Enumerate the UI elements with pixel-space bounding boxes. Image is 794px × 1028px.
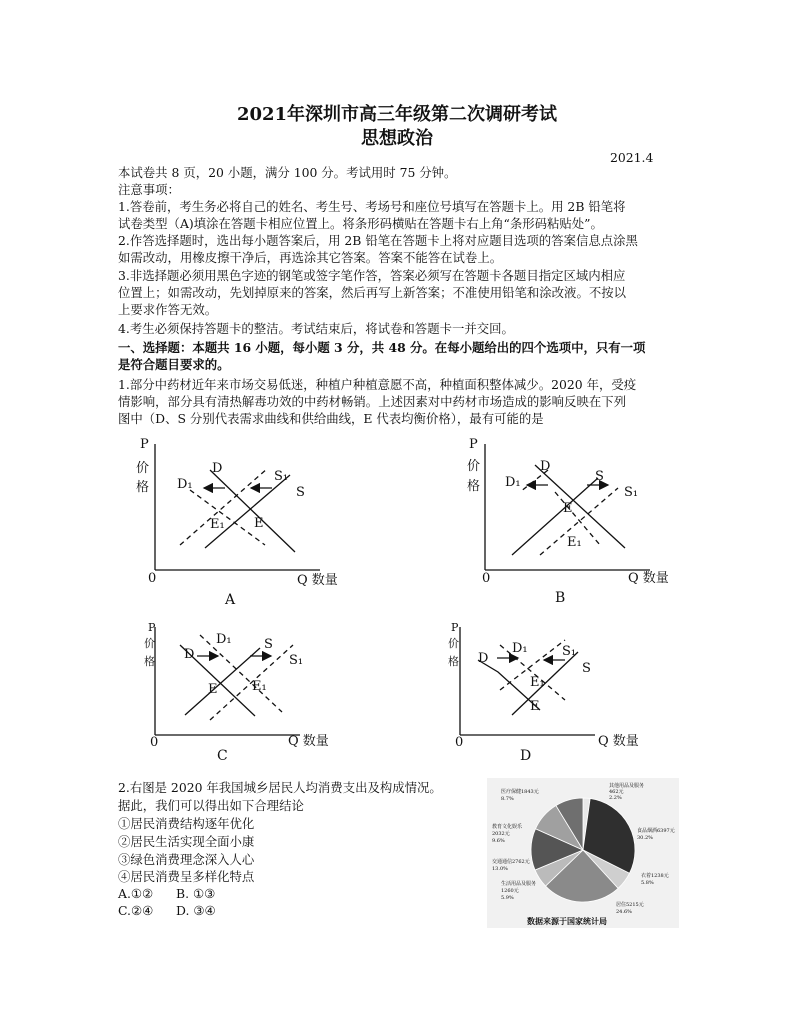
axis-q-label: Q 数量 bbox=[297, 573, 338, 588]
origin-label: 0 bbox=[482, 571, 491, 586]
pie-label: 8.7% bbox=[501, 796, 514, 802]
note-line: 位置上；如需改动，先划掉原来的答案，然后再写上新答案；不准使用铅笔和涂改液。不按以 bbox=[118, 285, 627, 300]
label-s: S bbox=[296, 485, 305, 500]
pie-label: 居住5215元 bbox=[616, 902, 644, 908]
exam-title: 2021年深圳市高三年级第二次调研考试 bbox=[236, 104, 558, 125]
graph-a bbox=[155, 444, 320, 570]
note-line: 2.作答选择题时，选出每小题答案后，用 2B 铅笔在答题卡上将对应题目选项的答案信息点涂黑 bbox=[118, 233, 638, 248]
axis-price-label: 价 bbox=[144, 637, 155, 650]
consumption-pie-chart bbox=[487, 778, 679, 928]
supply-curve bbox=[512, 478, 598, 555]
question-1-text: 图中（D、S 分别代表需求曲线和供给曲线，E 代表均衡价格），最有可能的是 bbox=[118, 411, 544, 426]
option-d-label: D bbox=[520, 748, 532, 764]
question-1-text: 1.部分中药材近年来市场交易低迷，种植户种植意愿不高，种植面积整体减少。2020 年，受疫 bbox=[118, 377, 637, 392]
option-a-label: A bbox=[225, 592, 236, 608]
exam-date: 2021.4 bbox=[610, 150, 654, 165]
answer-option[interactable]: C.②④ bbox=[118, 903, 154, 918]
question-2-statement: ②居民生活实现全面小康 bbox=[118, 834, 255, 849]
note-line: 试卷类型（A)填涂在答题卡相应位置上。将条形码横贴在答题卡右上角“条形码粘贴处”。 bbox=[118, 216, 603, 231]
question-2-statement: ③绿色消费理念深入人心 bbox=[118, 852, 255, 867]
axis-price-label: 格 bbox=[467, 479, 481, 494]
option-c-label: C bbox=[217, 748, 228, 764]
axis-p-label: P bbox=[451, 621, 459, 634]
pie-label: 衣着1238元 bbox=[641, 873, 669, 879]
label-d: D bbox=[212, 461, 223, 476]
label-e: E bbox=[530, 699, 540, 714]
pie-label: 5.9% bbox=[501, 895, 514, 901]
label-s1: S₁ bbox=[274, 469, 289, 484]
question-2-statement: ④居民消费呈多样化特点 bbox=[118, 869, 255, 884]
note-line: 3.非选择题必须用黑色字迹的钢笔或签字笔作答，答案必须写在答题卡各题目指定区域内相应 bbox=[118, 268, 626, 283]
question-1-text: 情影响，部分具有清热解毒功效的中药材畅销。上述因素对中药材市场造成的影响反映在下列 bbox=[118, 394, 627, 409]
axis-q-label: Q 数量 bbox=[628, 571, 669, 586]
pie-label: 2.2% bbox=[609, 795, 622, 801]
label-e1: E₁ bbox=[252, 679, 267, 694]
axis-p-label: P bbox=[148, 621, 156, 634]
pie-label: 交通通信2762元 bbox=[492, 859, 530, 865]
label-d: D bbox=[478, 651, 489, 666]
demand-curve-shifted bbox=[500, 645, 565, 700]
answer-option[interactable]: A.①② bbox=[118, 886, 154, 901]
note-line: 4.考生必须保持答题卡的整洁。考试结束后，将试卷和答题卡一并交回。 bbox=[118, 321, 514, 336]
pie-label: 医疗保健1843元 bbox=[501, 789, 539, 795]
question-2-text: 据此，我们可以得出如下合理结论 bbox=[118, 798, 304, 813]
axis-price-label: 价 bbox=[467, 459, 481, 474]
label-d: D bbox=[540, 459, 551, 474]
answer-option[interactable]: D. ③④ bbox=[176, 903, 216, 918]
answer-option[interactable]: B. ①③ bbox=[176, 886, 216, 901]
label-d1: D₁ bbox=[177, 477, 193, 492]
label-e1: E₁ bbox=[530, 675, 545, 690]
pie-label: 2032元 bbox=[492, 831, 510, 837]
label-s1: S₁ bbox=[562, 644, 577, 659]
section-heading: 一、选择题：本题共 16 小题，每小题 3 分，共 48 分。在每小题给出的四个选项中，只有一项 bbox=[118, 340, 646, 355]
origin-label: 0 bbox=[455, 735, 464, 750]
origin-label: 0 bbox=[148, 571, 157, 586]
label-s: S bbox=[582, 661, 591, 676]
subject-title: 思想政治 bbox=[361, 128, 433, 149]
axis-p-label: P bbox=[469, 437, 478, 452]
pie-source: 数据来源于国家统计局 bbox=[527, 916, 607, 926]
label-e1: E₁ bbox=[210, 517, 225, 532]
supply-curve-shifted bbox=[180, 468, 268, 545]
axis-price-label: 价 bbox=[136, 461, 150, 476]
label-s: S bbox=[264, 637, 273, 652]
axis-q-label: Q 数量 bbox=[288, 734, 329, 749]
pie-svg bbox=[487, 778, 679, 928]
label-d1: D₁ bbox=[512, 641, 528, 656]
label-s1: S₁ bbox=[289, 653, 304, 668]
pie-label: 462元 bbox=[609, 789, 624, 795]
axis-price-label: 价 bbox=[448, 637, 459, 650]
note-line: 上要求作答无效。 bbox=[118, 302, 218, 317]
pie-label: 30.2% bbox=[637, 835, 653, 841]
intro-line: 本试卷共 8 页，20 小题，满分 100 分。考试用时 75 分钟。 bbox=[118, 165, 457, 180]
note-line: 1.答卷前，考生务必将自己的姓名、考生号、考场号和座位号填写在答题卡上。用 2B 铅笔将 bbox=[118, 199, 626, 214]
axis-price-label: 格 bbox=[136, 480, 150, 495]
axis-price-label: 格 bbox=[448, 655, 459, 668]
pie-label: 24.6% bbox=[616, 909, 632, 915]
label-s: S bbox=[595, 469, 604, 484]
label-e: E bbox=[208, 682, 218, 697]
label-e1: E₁ bbox=[567, 535, 582, 550]
note-line: 如需改动，用橡皮擦干净后，再选涂其它答案。答案不能答在试卷上。 bbox=[118, 250, 503, 265]
axis-q-label: Q 数量 bbox=[598, 734, 639, 749]
label-d: D bbox=[184, 647, 195, 662]
pie-label: 生活用品及服务 bbox=[501, 881, 537, 887]
origin-label: 0 bbox=[150, 735, 159, 750]
section-heading: 是符合题目要求的。 bbox=[118, 357, 230, 372]
axis-p-label: P bbox=[140, 437, 149, 452]
label-d1: D₁ bbox=[216, 632, 232, 647]
question-2-statement: ①居民消费结构逐年优化 bbox=[118, 816, 255, 831]
pie-label: 9.6% bbox=[492, 838, 505, 844]
axis-price-label: 格 bbox=[144, 655, 155, 668]
pie-label: 其他用品及服务 bbox=[609, 783, 645, 789]
supply-curve bbox=[205, 475, 290, 548]
pie-label: 5.8% bbox=[641, 880, 654, 886]
pie-label: 13.0% bbox=[492, 866, 508, 872]
label-e: E bbox=[254, 516, 264, 531]
supply-curve bbox=[512, 652, 578, 715]
pie-label: 1260元 bbox=[501, 888, 519, 894]
label-e: E bbox=[563, 501, 573, 516]
question-2-text: 2.右图是 2020 年我国城乡居民人均消费支出及构成情况。 bbox=[118, 780, 442, 795]
label-s1: S₁ bbox=[624, 485, 639, 500]
pie-label: 食品烟酒6397元 bbox=[637, 828, 675, 834]
option-b-label: B bbox=[555, 590, 566, 606]
notes-label: 注意事项： bbox=[118, 182, 180, 197]
label-d1: D₁ bbox=[505, 475, 521, 490]
pie-label: 教育文化娱乐 bbox=[492, 824, 523, 830]
